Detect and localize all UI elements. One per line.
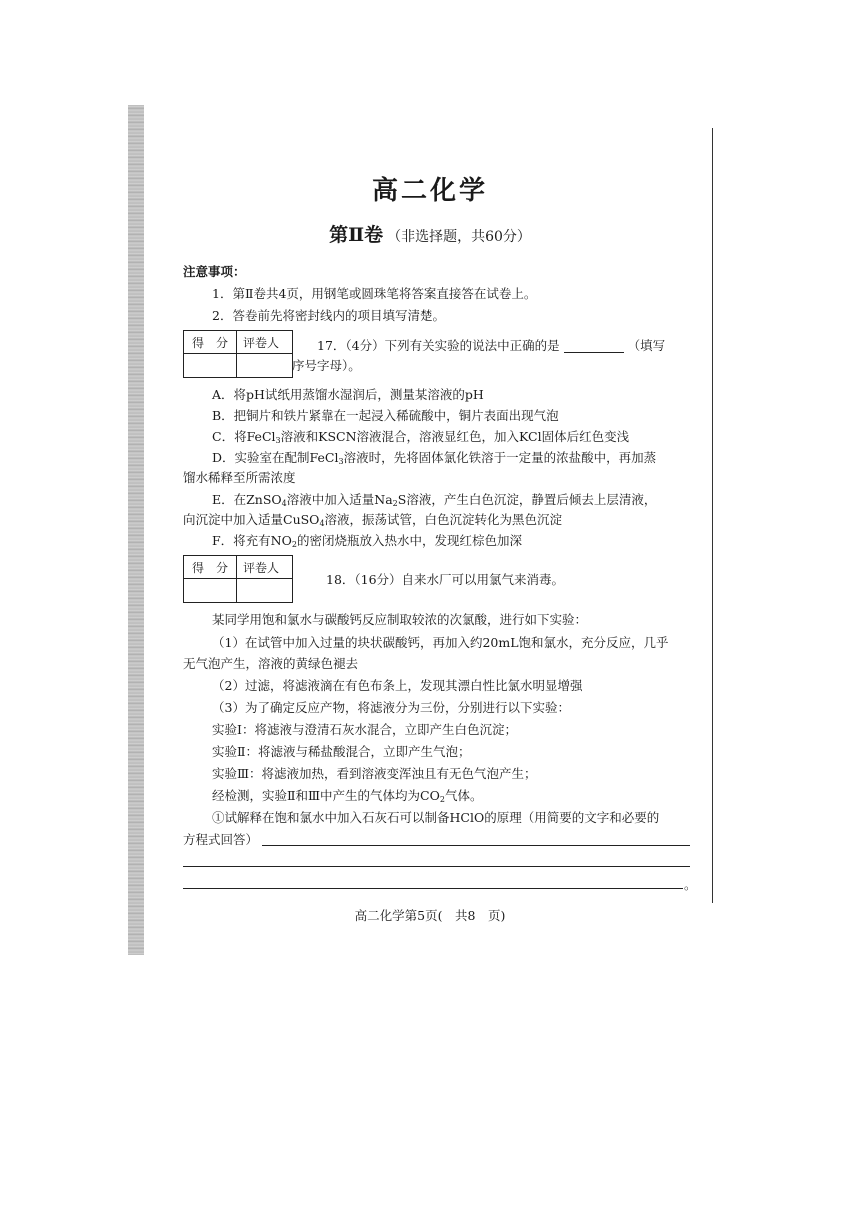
end-mark: 。 (684, 877, 697, 892)
q18-step1-cont: 无气泡产生，溶液的黄绿色褪去 (183, 656, 359, 671)
q17-option-e-cont (183, 510, 562, 533)
option-text: 的密闭烧瓶放入热水中，发现红棕色加深 (296, 533, 522, 548)
grader-label: 评卷人 (243, 336, 280, 350)
subscript: 2 (439, 795, 445, 804)
answer-line[interactable] (183, 866, 690, 867)
q18-question-1-cont: 方程式回答） (183, 832, 259, 847)
q17-option-d-cont: 馏水稀释至所需浓度 (183, 470, 296, 485)
q18-experiment-1: 实验Ⅰ：将滤液与澄清石灰水混合，立即产生白色沉淀； (212, 722, 517, 737)
section-name: 第Ⅱ卷 (329, 224, 384, 246)
q17-option-a: A．将pH试纸用蒸馏水湿润后，测量某溶液的pH (212, 387, 484, 402)
q17-stem (317, 336, 665, 355)
q17-option-b: B．把铜片和铁片紧靠在一起浸入稀硫酸中，铜片表面出现气泡 (212, 408, 559, 423)
subscript: 4 (281, 499, 287, 508)
answer-line[interactable] (183, 888, 683, 889)
q18-question-1: ①试解释在饱和氯水中加入石灰石可以制备HClO的原理（用简要的文字和必要的 (212, 810, 660, 825)
q18-step1: （1）在试管中加入过量的块状碳酸钙，再加入约20mL饱和氯水，充分反应，几乎 (212, 635, 669, 650)
option-text: S溶液，产生白色沉淀，静置后倾去上层清液， (397, 492, 657, 507)
score-box-divider (236, 556, 237, 602)
q18-step3: （3）为了确定反应产物，将滤液分为三份，分别进行以下实验： (212, 700, 570, 715)
score-box-q18 (183, 555, 293, 603)
option-text: E．在ZnSO (212, 492, 282, 507)
score-box-divider (236, 331, 237, 377)
option-text: 溶液时，先将固体氯化铁溶于一定量的浓盐酸中，再加蒸 (343, 450, 657, 465)
q18-experiment-3: 实验Ⅲ：将滤液加热，看到溶液变浑浊且有无色气泡产生； (212, 766, 537, 781)
notice-heading: 注意事项： (183, 264, 246, 279)
score-box-q17 (183, 330, 293, 378)
option-text: 溶液中加入适量Na (286, 492, 393, 507)
section-note: （非选择题，共60分） (387, 229, 531, 245)
q18-check (212, 786, 482, 809)
option-text: F．将充有NO (212, 533, 292, 548)
q17-stem-cont: 序号字母）。 (292, 358, 361, 373)
option-text: 向沉淀中加入适量CuSO (183, 512, 320, 527)
answer-blank[interactable] (564, 338, 624, 353)
subscript: 3 (275, 436, 281, 445)
option-text: D．实验室在配制FeCl (212, 450, 339, 465)
option-text: 溶液和KSCN溶液混合，溶液显红色，加入KCl固体后红色变浅 (280, 429, 630, 444)
q18-stem: 18．（16分）自来水厂可以用氯气来消毒。 (326, 572, 565, 587)
check-text: 气体。 (444, 788, 483, 803)
score-box-divider (184, 578, 292, 579)
check-text: 经检测，实验Ⅱ和Ⅲ中产生的气体均为CO (212, 788, 440, 803)
option-text: C．将FeCl (212, 429, 276, 444)
page-footer: 高二化学第5页( 共8 页) (354, 908, 506, 923)
q18-experiment-2: 实验Ⅱ：将滤液与稀盐酸混合，立即产生气泡； (212, 744, 471, 759)
notice-item-2: 2．答卷前先将密封线内的项目填写清楚。 (212, 308, 445, 323)
q18-step2: （2）过滤，将滤液滴在有色布条上，发现其漂白性比氯水明显增强 (212, 678, 583, 693)
q17-stem-hint: （填写 (627, 338, 666, 353)
q18-intro: 某同学用饱和氯水与碳酸钙反应制取较浓的次氯酸，进行如下实验： (212, 612, 588, 627)
score-label: 得 分 (192, 561, 229, 575)
subscript: 3 (338, 457, 344, 466)
q17-option-c (212, 427, 629, 450)
section-subtitle (0, 220, 860, 247)
subscript: 2 (291, 540, 297, 549)
subscript: 4 (319, 519, 325, 528)
grader-label: 评卷人 (243, 561, 280, 575)
answer-line[interactable] (262, 845, 690, 846)
page-title: 高二化学 (371, 176, 488, 206)
score-box-divider (184, 353, 292, 354)
q17-stem-text: 17．（4分）下列有关实验的说法中正确的是 (317, 338, 560, 353)
subscript: 2 (392, 499, 398, 508)
notice-item-1: 1．第Ⅱ卷共4页，用钢笔或圆珠笔将答案直接答在试卷上。 (212, 286, 537, 301)
score-label: 得 分 (192, 336, 229, 350)
q17-option-f (212, 531, 522, 554)
option-text: 溶液，振荡试管，白色沉淀转化为黑色沉淀 (324, 512, 563, 527)
